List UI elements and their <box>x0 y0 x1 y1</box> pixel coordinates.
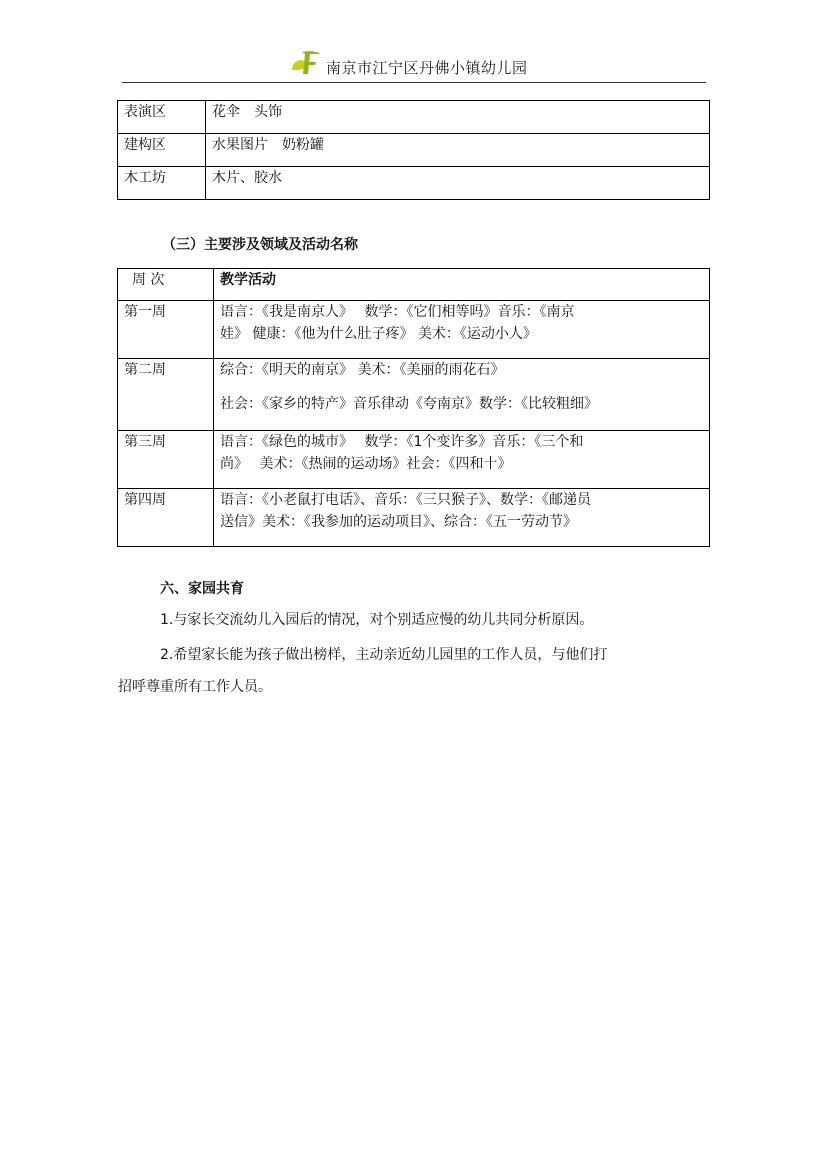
weekly-activities-table <box>117 268 710 547</box>
school-logo-icon <box>288 48 322 78</box>
week-label: 第三周 <box>118 431 214 489</box>
page-header <box>122 44 706 83</box>
area-name: 建构区 <box>118 134 206 167</box>
column-header-week: 周 次 <box>118 269 214 301</box>
area-materials-table <box>117 100 710 200</box>
activity-line: 综合：《明天的南京》 美术：《美丽的雨花石》 <box>220 362 505 378</box>
table-row <box>118 431 710 489</box>
activity-cell <box>214 359 710 431</box>
table-row <box>118 134 710 167</box>
table-row <box>118 489 710 547</box>
activity-cell <box>214 301 710 359</box>
activity-cell <box>214 431 710 489</box>
activity-line: 语言：《小老鼠打电话》、音乐：《三只猴子》、数学：《邮递员 <box>220 492 591 508</box>
activity-cell <box>214 489 710 547</box>
column-header-activity: 教学活动 <box>214 269 710 301</box>
area-materials: 花伞 头饰 <box>206 101 710 134</box>
home-school-item-2-line-2: 招呼尊重所有工作人员。 <box>118 679 272 695</box>
area-materials: 水果图片 奶粉罐 <box>206 134 710 167</box>
week-label: 第四周 <box>118 489 214 547</box>
section-3-title: （三）主要涉及领域及活动名称 <box>162 237 358 253</box>
week-label: 第一周 <box>118 301 214 359</box>
school-name: 南京市江宁区丹佛小镇幼儿园 <box>326 59 528 77</box>
table-header-row <box>118 269 710 301</box>
table-row <box>118 301 710 359</box>
week-label: 第二周 <box>118 359 214 431</box>
section-6-title: 六、家园共育 <box>160 581 244 597</box>
activity-line: 娃》 健康：《他为什么肚子疼》 美术：《运动小人》 <box>220 326 537 342</box>
table-row <box>118 167 710 200</box>
activity-line: 语言：《绿色的城市》 数学：《1个变许多》音乐：《三个和 <box>220 434 584 450</box>
activity-line: 送信》美术：《我参加的运动项目》、综合：《五一劳动节》 <box>220 514 577 530</box>
area-materials: 木片、胶水 <box>206 167 710 200</box>
area-name: 木工坊 <box>118 167 206 200</box>
table-row <box>118 359 710 431</box>
table-row <box>118 101 710 134</box>
area-name: 表演区 <box>118 101 206 134</box>
activity-line: 尚》 美术：《热闹的运动场》社会：《四和十》 <box>220 456 512 472</box>
home-school-item-1: 1.与家长交流幼儿入园后的情况，对个别适应慢的幼儿共同分析原因。 <box>160 612 594 628</box>
activity-line: 社会：《家乡的特产》音乐律动《夸南京》数学：《比较粗细》 <box>220 396 598 412</box>
home-school-item-2-line-1: 2.希望家长能为孩子做出榜样，主动亲近幼儿园里的工作人员，与他们打 <box>160 647 608 663</box>
activity-line: 语言：《我是南京人》 数学：《它们相等吗》音乐：《南京 <box>220 304 575 320</box>
